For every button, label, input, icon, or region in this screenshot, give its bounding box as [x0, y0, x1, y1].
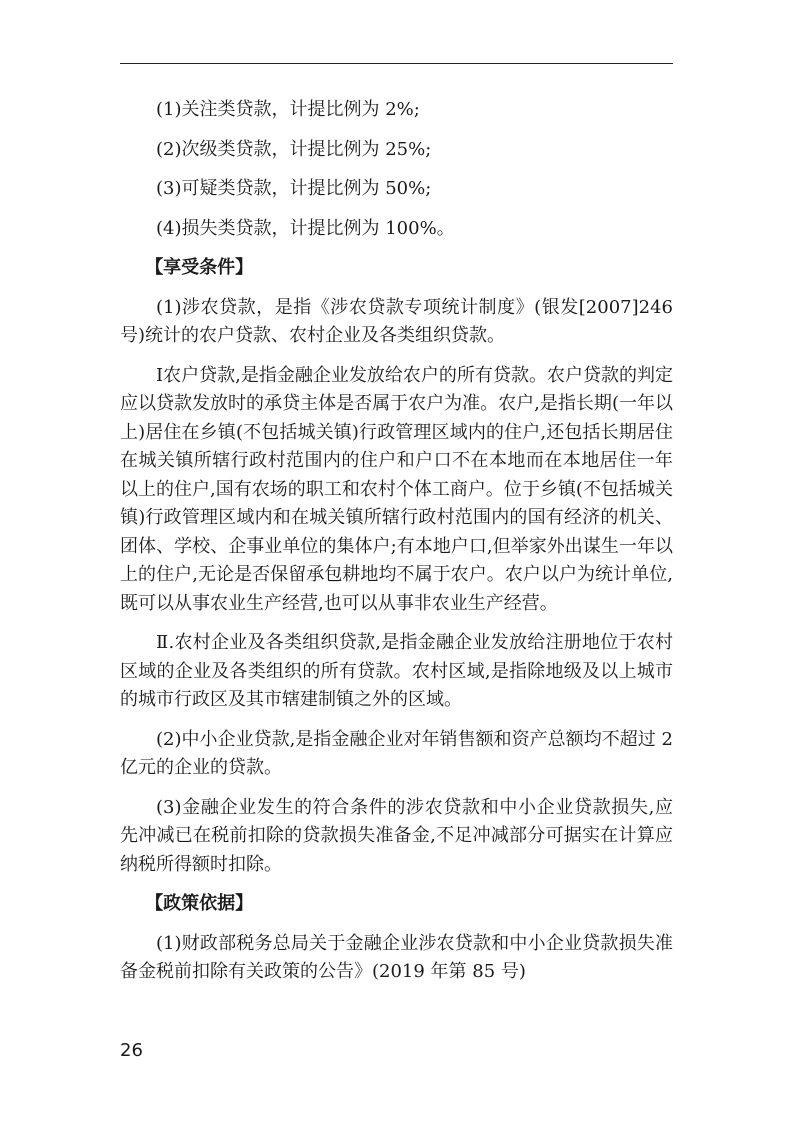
condition-paragraph: (2)中小企业贷款,是指金融企业对年销售额和资产总额均不超过 2 亿元的企业的贷款。 [120, 728, 673, 778]
policy-heading: 【政策依据】 [145, 893, 254, 914]
ratio-item: (2)次级类贷款，计提比例为 25%; [156, 138, 432, 160]
condition-paragraph: Ⅰ农户贷款,是指金融企业发放给农户的所有贷款。农户贷款的判定应以贷款发放时的承贷主体是否属于农户为准。农户,是指长期(一年以上)居住在乡镇(不包括城关镇)行政管理区域内的住户,还包括长期居住在城关镇所辖行政村范围内的住户和户口不在本地而在本地居住一年以上的住户,国有农场的职工和农村个体工商户。位于乡镇(不包括城关镇)行政管理区域内和在城关镇所辖行政村范围内的国有经济的机关、团体、学校、企事业单位的集体户;有本地户口,但举家外出谋生一年以上的住户,无论是否保留承包耕地均不属于农户。农户以户为统计单位,既可以从事农业生产经营,也可以从事非农业生产经营。 [120, 364, 673, 614]
page-number: 26 [120, 1040, 143, 1061]
conditions-heading: 【享受条件】 [145, 257, 254, 278]
condition-paragraph: (1)涉农贷款，是指《涉农贷款专项统计制度》(银发[2007]246 号)统计的农户贷款、农村企业及各类组织贷款。 [120, 296, 673, 346]
condition-paragraph: (3)金融企业发生的符合条件的涉农贷款和中小企业贷款损失,应先冲减已在税前扣除的贷款损失准备金,不足冲减部分可据实在计算应纳税所得额时扣除。 [120, 796, 673, 875]
ratio-item: (4)损失类贷款，计提比例为 100%。 [156, 217, 455, 239]
policy-paragraph: (1)财政部税务总局关于金融企业涉农贷款和中小企业贷款损失准备金税前扣除有关政策的公告》(2019 年第 85 号) [120, 932, 673, 982]
condition-paragraph: Ⅱ.农村企业及各类组织贷款,是指金融企业发放给注册地位于农村区域的企业及各类组织的所有贷款。农村区域,是指除地级及以上城市的城市行政区及其市辖建制镇之外的区域。 [120, 632, 673, 710]
header-rule [120, 63, 673, 64]
ratio-item: (1)关注类贷款，计提比例为 2%; [156, 99, 420, 120]
ratio-item: (3)可疑类贷款，计提比例为 50%; [156, 178, 432, 199]
document-body [120, 96, 673, 998]
